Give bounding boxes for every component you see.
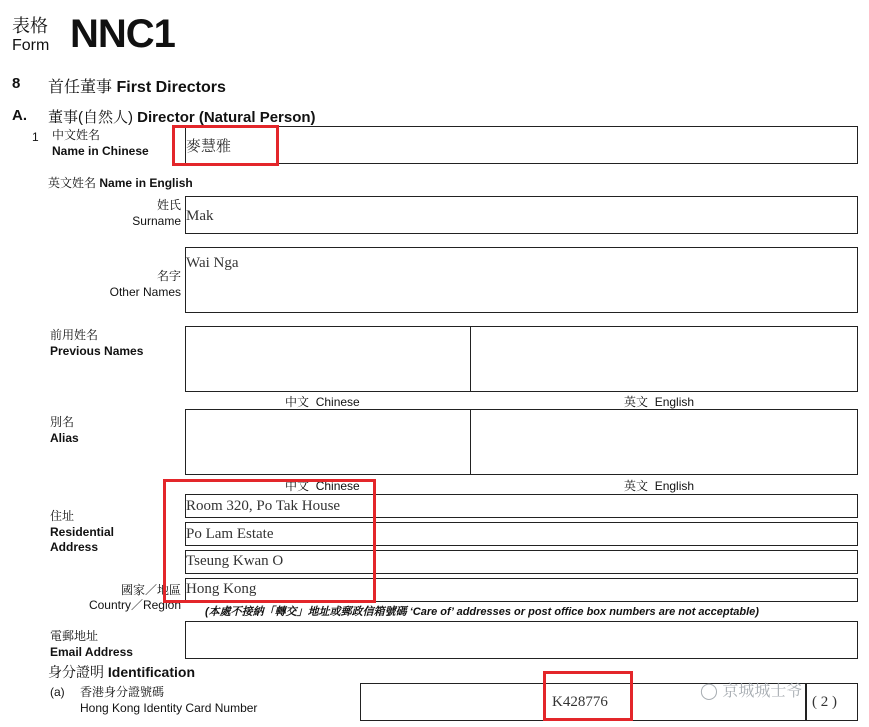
other-names-label-zh: 名字 xyxy=(156,269,181,283)
address-line-1-value: Room 320, Po Tak House xyxy=(186,498,341,514)
chat-bubble-icon: ◯ xyxy=(700,683,718,700)
chinese-name-label-zh: 中文姓名 xyxy=(52,128,101,142)
hkid-check-digit-value: ( 2 ) xyxy=(812,694,837,710)
address-line-3-value: Tseung Kwan O xyxy=(186,553,284,569)
other-names-label-en: Other Names xyxy=(109,285,181,299)
chinese-name-value: 麥慧雅 xyxy=(186,139,232,155)
form-code: NNC1 xyxy=(70,12,175,56)
alias-chinese-field[interactable] xyxy=(185,409,471,475)
country-label-en: Country／Region xyxy=(88,598,181,612)
previous-names-label-en: Previous Names xyxy=(50,344,144,358)
column-header-english-2: 英文 English xyxy=(624,479,695,493)
column-header-chinese: 中文 Chinese xyxy=(285,395,360,409)
alias-label-en: Alias xyxy=(50,431,79,445)
previous-names-english-field[interactable] xyxy=(470,326,858,392)
subsection-letter: A. xyxy=(12,107,27,124)
country-value: Hong Kong xyxy=(186,581,257,597)
address-label-zh: 住址 xyxy=(50,509,75,523)
surname-value: Mak xyxy=(186,208,214,224)
address-label-en-2: Address xyxy=(50,540,99,554)
subsection-title xyxy=(48,106,316,127)
identification-label: 身分證明 Identification xyxy=(48,664,196,680)
section-title xyxy=(48,74,226,97)
highlight-address xyxy=(163,479,376,603)
surname-label-zh: 姓氏 xyxy=(156,198,181,212)
surname-label-en: Surname xyxy=(132,214,181,228)
chinese-name-label-en: Name in Chinese xyxy=(52,144,149,158)
subsection-title-zh: 董事(自然人) xyxy=(48,109,133,126)
alias-label-zh: 別名 xyxy=(50,415,75,429)
other-names-value: Wai Nga xyxy=(186,255,239,271)
column-header-chinese-2: 中文 Chinese xyxy=(285,479,360,493)
surname-field[interactable] xyxy=(185,196,858,234)
email-field[interactable] xyxy=(185,621,858,659)
form-label-chinese: 表格 xyxy=(12,16,48,37)
item-number: 1 xyxy=(32,130,39,144)
hkid-value: K428776 xyxy=(552,694,608,710)
previous-names-chinese-field[interactable] xyxy=(185,326,471,392)
section-title-zh: 首任董事 xyxy=(48,79,113,96)
form-label-english: Form xyxy=(12,37,50,54)
column-header-english: 英文 English xyxy=(624,395,695,409)
address-label-en-1: Residential xyxy=(50,525,115,539)
hkid-label-zh: 香港身分證號碼 xyxy=(80,685,165,699)
section-number: 8 xyxy=(12,75,21,92)
watermark: ◯ 京城城士爷 xyxy=(700,683,803,700)
hkid-item: (a) xyxy=(50,685,65,699)
english-name-label: 英文姓名 Name in English xyxy=(48,176,193,190)
country-label-zh: 國家／地區 xyxy=(120,583,181,597)
email-label-en: Email Address xyxy=(50,645,133,659)
section-title-en: First Directors xyxy=(116,79,226,96)
hkid-label-en: Hong Kong Identity Card Number xyxy=(80,701,258,715)
email-label-zh: 電郵地址 xyxy=(50,629,99,643)
chinese-name-field[interactable] xyxy=(185,126,858,164)
highlight-hkid xyxy=(543,671,633,721)
alias-english-field[interactable] xyxy=(470,409,858,475)
address-note: (本處不接納「轉交」地址或郵政信箱號碼 ‘Care of’ addresses or post office box numbers are not acceptable) xyxy=(205,606,759,618)
other-names-field[interactable] xyxy=(185,247,858,313)
previous-names-label-zh: 前用姓名 xyxy=(50,328,99,342)
highlight-chinese-name xyxy=(172,125,279,166)
address-line-2-value: Po Lam Estate xyxy=(186,526,274,542)
subsection-title-en: Director (Natural Person) xyxy=(137,109,316,126)
